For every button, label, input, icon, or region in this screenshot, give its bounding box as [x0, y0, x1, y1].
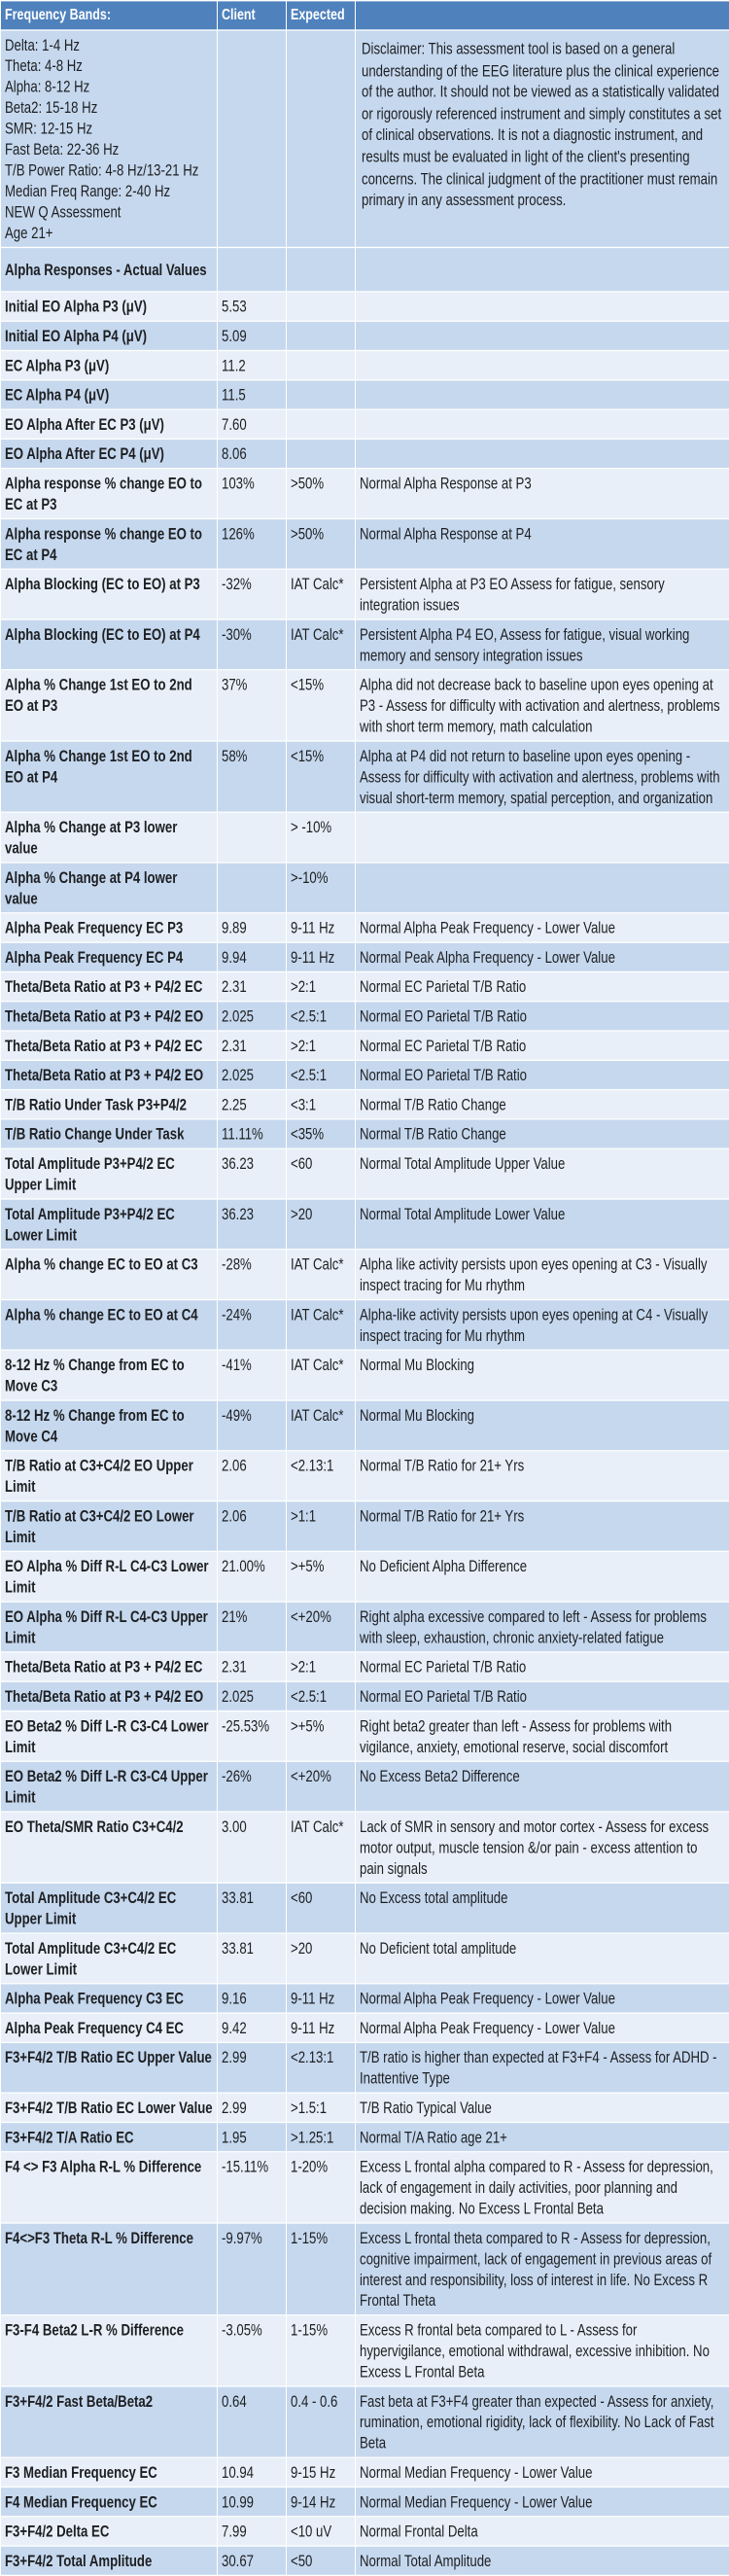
bands-lines — [5, 34, 213, 243]
table-row — [1, 321, 729, 350]
client-value: 126% — [218, 518, 287, 569]
interpretation-note: Normal Total Amplitude Lower Value — [356, 1199, 729, 1250]
expected-value: 9-11 Hz — [287, 2013, 356, 2042]
measure-label: 8-12 Hz % Change from EC to Move C3 — [1, 1350, 218, 1400]
expected-value: <15% — [287, 670, 356, 741]
measure-label: EO Alpha After EC P3 (μV) — [1, 409, 218, 439]
measure-label: EO Theta/SMR Ratio C3+C4/2 — [1, 1812, 218, 1883]
client-value: 36.23 — [218, 1148, 287, 1199]
frequency-band-line: NEW Q Assessment — [5, 202, 122, 222]
table-row — [1, 1090, 729, 1119]
interpretation-note: Normal Median Frequency - Lower Value — [356, 2457, 729, 2487]
client-value: 9.42 — [218, 2013, 287, 2042]
measure-label: Theta/Beta Ratio at P3 + P4/2 EC — [1, 1031, 218, 1060]
table-row — [1, 1681, 729, 1711]
expected-value: IAT Calc* — [287, 1350, 356, 1400]
interpretation-note: Alpha like activity persists upon eyes opening at C3 - Visually inspect tracing for Mu rhythm — [356, 1250, 729, 1300]
measure-label: F3-F4 Beta2 L-R % Difference — [1, 2315, 218, 2386]
interpretation-note: Normal Alpha Peak Frequency - Lower Value — [356, 913, 729, 942]
expected-value: <3:1 — [287, 1090, 356, 1119]
client-value: 103% — [218, 469, 287, 519]
measure-label: Theta/Beta Ratio at P3 + P4/2 EC — [1, 971, 218, 1001]
client-value: 2.06 — [218, 1451, 287, 1501]
table-header-row — [1, 1, 729, 30]
frequency-band-line: Beta2: 15-18 Hz — [5, 98, 98, 117]
table-row — [1, 1933, 729, 1984]
client-value: -24% — [218, 1299, 287, 1350]
client-value: 9.16 — [218, 1984, 287, 2013]
expected-value: > -10% — [287, 812, 356, 863]
interpretation-note: Normal EO Parietal T/B Ratio — [356, 1002, 729, 1031]
client-value: 2.025 — [218, 1681, 287, 1711]
frequency-band-line: Median Freq Range: 2-40 Hz — [5, 181, 171, 200]
expected-value: IAT Calc* — [287, 1400, 356, 1451]
measure-label: Total Amplitude P3+P4/2 EC Lower Limit — [1, 1199, 218, 1250]
interpretation-note: Right beta2 greater than left - Assess for problems with vigilance, anxiety, emotional reserve, social discomfort — [356, 1711, 729, 1761]
interpretation-note — [356, 292, 729, 321]
expected-value: >20 — [287, 1199, 356, 1250]
measure-label: F3+F4/2 Total Amplitude — [1, 2546, 218, 2575]
table-row — [1, 1060, 729, 1089]
client-value: 5.09 — [218, 321, 287, 350]
table-row — [1, 1551, 729, 1602]
table-row — [1, 2457, 729, 2487]
measure-label: EO Beta2 % Diff L-R C3-C4 Lower Limit — [1, 1711, 218, 1761]
client-value: 2.99 — [218, 2093, 287, 2122]
client-value: 2.31 — [218, 971, 287, 1001]
interpretation-note — [356, 409, 729, 439]
table-row — [1, 2546, 729, 2575]
header-frequency-bands: Frequency Bands: — [1, 1, 218, 30]
measure-label: EC Alpha P4 (μV) — [1, 380, 218, 409]
interpretation-note: T/B Ratio Typical Value — [356, 2093, 729, 2122]
section-notes-cell — [356, 247, 729, 291]
expected-value: <+20% — [287, 1602, 356, 1652]
expected-value: <2.5:1 — [287, 1060, 356, 1089]
expected-value: 1-15% — [287, 2315, 356, 2386]
measure-label: Theta/Beta Ratio at P3 + P4/2 EC — [1, 1652, 218, 1681]
interpretation-note: Normal Alpha Peak Frequency - Lower Value — [356, 1984, 729, 2013]
expected-value: IAT Calc* — [287, 619, 356, 670]
client-value: 3.00 — [218, 1812, 287, 1883]
interpretation-note — [356, 321, 729, 350]
expected-value — [287, 409, 356, 439]
interpretation-note: Normal T/B Ratio for 21+ Yrs — [356, 1451, 729, 1501]
table-row — [1, 2223, 729, 2315]
client-value: 8.06 — [218, 439, 287, 468]
measure-label: Alpha response % change EO to EC at P4 — [1, 518, 218, 569]
interpretation-note: Normal Frontal Delta — [356, 2517, 729, 2546]
interpretation-note — [356, 439, 729, 468]
client-value: 11.11% — [218, 1119, 287, 1148]
expected-value: >2:1 — [287, 1031, 356, 1060]
measure-label: 8-12 Hz % Change from EC to Move C4 — [1, 1400, 218, 1451]
table-row — [1, 1711, 729, 1761]
expected-value: >20 — [287, 1933, 356, 1984]
measure-label: Alpha Peak Frequency C3 EC — [1, 1984, 218, 2013]
expected-value: <35% — [287, 1119, 356, 1148]
client-value: -3.05% — [218, 2315, 287, 2386]
interpretation-note: No Excess total amplitude — [356, 1883, 729, 1933]
expected-value: 9-11 Hz — [287, 942, 356, 971]
interpretation-note: No Deficient total amplitude — [356, 1933, 729, 1984]
client-value: 33.81 — [218, 1933, 287, 1984]
table-row — [1, 1984, 729, 2013]
client-value: -30% — [218, 619, 287, 670]
interpretation-note: Normal Alpha Response at P3 — [356, 469, 729, 519]
client-value: 30.67 — [218, 2546, 287, 2575]
section-expected-cell — [287, 247, 356, 291]
measure-label: F3+F4/2 T/B Ratio EC Upper Value — [1, 2042, 218, 2093]
client-value: 9.94 — [218, 942, 287, 971]
measure-label: F3 Median Frequency EC — [1, 2457, 218, 2487]
frequency-band-line: SMR: 12-15 Hz — [5, 119, 93, 138]
measure-label: EC Alpha P3 (μV) — [1, 350, 218, 379]
measure-label: Alpha % Change 1st EO to 2nd EO at P3 — [1, 670, 218, 741]
client-value: 2.06 — [218, 1501, 287, 1552]
table-row — [1, 1652, 729, 1681]
measure-label: EO Alpha % Diff R-L C4-C3 Lower Limit — [1, 1551, 218, 1602]
frequency-band-line: T/B Power Ratio: 4-8 Hz/13-21 Hz — [5, 160, 199, 180]
header-client: Client — [218, 1, 287, 30]
measure-label: Initial EO Alpha P4 (μV) — [1, 321, 218, 350]
table-row — [1, 812, 729, 863]
measure-label: F3+F4/2 Delta EC — [1, 2517, 218, 2546]
interpretation-note: Excess R frontal beta compared to L - Assess for hypervigilance, emotional withdrawal, excessive inhibition. No Excess L Frontal Beta — [356, 2315, 729, 2386]
measure-label: Alpha Peak Frequency C4 EC — [1, 2013, 218, 2042]
table-row — [1, 1451, 729, 1501]
expected-value: >1.25:1 — [287, 2122, 356, 2151]
interpretation-note — [356, 812, 729, 863]
measure-label: Alpha Blocking (EC to EO) at P4 — [1, 619, 218, 670]
interpretation-note: Normal T/B Ratio for 21+ Yrs — [356, 1501, 729, 1552]
measure-label: Theta/Beta Ratio at P3 + P4/2 EO — [1, 1681, 218, 1711]
expected-value: <+20% — [287, 1761, 356, 1812]
measure-label: Theta/Beta Ratio at P3 + P4/2 EO — [1, 1002, 218, 1031]
expected-value — [287, 439, 356, 468]
interpretation-note: No Deficient Alpha Difference — [356, 1551, 729, 1602]
client-value: -9.97% — [218, 2223, 287, 2315]
measure-label: Alpha response % change EO to EC at P3 — [1, 469, 218, 519]
client-value: 33.81 — [218, 1883, 287, 1933]
measure-label: Alpha % Change at P3 lower value — [1, 812, 218, 863]
measure-label: F4<>F3 Theta R-L % Difference — [1, 2223, 218, 2315]
table-row — [1, 518, 729, 569]
table-row — [1, 1002, 729, 1031]
table-row — [1, 409, 729, 439]
client-value: 2.025 — [218, 1060, 287, 1089]
expected-value: >-10% — [287, 863, 356, 913]
table-row — [1, 2013, 729, 2042]
frequency-band-line: Alpha: 8-12 Hz — [5, 77, 90, 96]
expected-value: >2:1 — [287, 1652, 356, 1681]
table-row — [1, 670, 729, 741]
interpretation-note — [356, 350, 729, 379]
client-value: 11.2 — [218, 350, 287, 379]
interpretation-note: No Excess Beta2 Difference — [356, 1761, 729, 1812]
client-value: 11.5 — [218, 380, 287, 409]
expected-value: IAT Calc* — [287, 1299, 356, 1350]
expected-value: >50% — [287, 469, 356, 519]
table-row — [1, 1250, 729, 1300]
client-value: -49% — [218, 1400, 287, 1451]
header-notes — [356, 1, 729, 30]
table-row — [1, 2487, 729, 2516]
interpretation-note: Normal T/B Ratio Change — [356, 1090, 729, 1119]
section-row — [1, 247, 729, 291]
table-row — [1, 569, 729, 619]
expected-value — [287, 380, 356, 409]
measure-label: T/B Ratio Under Task P3+P4/2 — [1, 1090, 218, 1119]
bands-client-cell — [218, 30, 287, 247]
interpretation-note: Normal Peak Alpha Frequency - Lower Value — [356, 942, 729, 971]
measure-label: Alpha Blocking (EC to EO) at P3 — [1, 569, 218, 619]
frequency-band-line: Fast Beta: 22-36 Hz — [5, 139, 120, 159]
client-value: 2.25 — [218, 1090, 287, 1119]
interpretation-note: Normal Total Amplitude — [356, 2546, 729, 2575]
table-row — [1, 913, 729, 942]
interpretation-note — [356, 863, 729, 913]
table-row — [1, 2517, 729, 2546]
section-client-cell — [218, 247, 287, 291]
measure-label: Alpha % change EC to EO at C3 — [1, 1250, 218, 1300]
table-row — [1, 350, 729, 379]
client-value — [218, 863, 287, 913]
interpretation-note: Alpha did not decrease back to baseline upon eyes opening at P3 - Assess for difficulty with activation and alertness, problems with short term memory, math calculation — [356, 670, 729, 741]
expected-value: >1.5:1 — [287, 2093, 356, 2122]
expected-value: <60 — [287, 1883, 356, 1933]
expected-value: 1-15% — [287, 2223, 356, 2315]
measure-label: F4 Median Frequency EC — [1, 2487, 218, 2516]
frequency-band-line: Age 21+ — [5, 223, 53, 242]
measure-label: Total Amplitude P3+P4/2 EC Upper Limit — [1, 1148, 218, 1199]
table-row — [1, 1031, 729, 1060]
table-row — [1, 1602, 729, 1652]
table-row — [1, 2315, 729, 2386]
table-row — [1, 2386, 729, 2457]
table-row — [1, 971, 729, 1001]
interpretation-note: Normal Median Frequency - Lower Value — [356, 2487, 729, 2516]
measure-label: F4 <> F3 Alpha R-L % Difference — [1, 2152, 218, 2223]
table-row — [1, 1812, 729, 1883]
expected-value: 9-15 Hz — [287, 2457, 356, 2487]
client-value: 0.64 — [218, 2386, 287, 2457]
table-row — [1, 2122, 729, 2151]
interpretation-note: Normal Alpha Peak Frequency - Lower Value — [356, 2013, 729, 2042]
client-value: 7.60 — [218, 409, 287, 439]
client-value: 37% — [218, 670, 287, 741]
client-value: 58% — [218, 741, 287, 812]
expected-value: <2.5:1 — [287, 1681, 356, 1711]
frequency-band-line: Theta: 4-8 Hz — [5, 56, 83, 76]
interpretation-note: Normal EC Parietal T/B Ratio — [356, 1031, 729, 1060]
client-value: 9.89 — [218, 913, 287, 942]
client-value: -26% — [218, 1761, 287, 1812]
table-row — [1, 1501, 729, 1552]
measure-label: T/B Ratio Change Under Task — [1, 1119, 218, 1148]
measure-label: Alpha % change EC to EO at C4 — [1, 1299, 218, 1350]
table-row — [1, 469, 729, 519]
expected-value: 9-14 Hz — [287, 2487, 356, 2516]
client-value: 2.99 — [218, 2042, 287, 2093]
expected-value: <2.13:1 — [287, 1451, 356, 1501]
measure-label: EO Alpha % Diff R-L C4-C3 Upper Limit — [1, 1602, 218, 1652]
expected-value: IAT Calc* — [287, 569, 356, 619]
expected-value: IAT Calc* — [287, 1250, 356, 1300]
client-value: 10.99 — [218, 2487, 287, 2516]
table-row — [1, 1148, 729, 1199]
measure-label: EO Beta2 % Diff L-R C3-C4 Upper Limit — [1, 1761, 218, 1812]
expected-value: >1:1 — [287, 1501, 356, 1552]
expected-value: 1-20% — [287, 2152, 356, 2223]
client-value: 2.025 — [218, 1002, 287, 1031]
interpretation-note: T/B ratio is higher than expected at F3+F4 - Assess for ADHD - Inattentive Type — [356, 2042, 729, 2093]
measure-label: Theta/Beta Ratio at P3 + P4/2 EO — [1, 1060, 218, 1089]
expected-value: <15% — [287, 741, 356, 812]
client-value: -32% — [218, 569, 287, 619]
section-title: Alpha Responses - Actual Values — [1, 247, 218, 291]
client-value: -28% — [218, 1250, 287, 1300]
expected-value — [287, 350, 356, 379]
measure-label: F3+F4/2 T/B Ratio EC Lower Value — [1, 2093, 218, 2122]
table-row — [1, 2042, 729, 2093]
expected-value — [287, 321, 356, 350]
client-value — [218, 812, 287, 863]
table-row — [1, 439, 729, 468]
expected-value: >50% — [287, 518, 356, 569]
header-expected: Expected — [287, 1, 356, 30]
interpretation-note — [356, 380, 729, 409]
measure-label: Alpha % Change 1st EO to 2nd EO at P4 — [1, 741, 218, 812]
table-body — [1, 30, 729, 2575]
expected-value: <60 — [287, 1148, 356, 1199]
interpretation-note: Right alpha excessive compared to left - Assess for problems with sleep, exhaustion, chronic anxiety-related fatigue — [356, 1602, 729, 1652]
expected-value: <2.5:1 — [287, 1002, 356, 1031]
interpretation-note: Normal Alpha Response at P4 — [356, 518, 729, 569]
interpretation-note: Alpha-like activity persists upon eyes opening at C4 - Visually inspect tracing for Mu rhythm — [356, 1299, 729, 1350]
table-row — [1, 942, 729, 971]
table-row — [1, 741, 729, 812]
frequency-band-line: Delta: 1-4 Hz — [5, 35, 80, 54]
client-value: 2.31 — [218, 1031, 287, 1060]
interpretation-note: Normal T/A Ratio age 21+ — [356, 2122, 729, 2151]
client-value: 10.94 — [218, 2457, 287, 2487]
bands-expected-cell — [287, 30, 356, 247]
expected-value: >+5% — [287, 1551, 356, 1602]
expected-value: 9-11 Hz — [287, 913, 356, 942]
interpretation-note: Excess L frontal theta compared to R - Assess for depression, cognitive impairment, lack of engagement in previous areas of interest and responsibility, loss of interest in life. No Excess R Frontal Theta — [356, 2223, 729, 2315]
table-row — [1, 380, 729, 409]
table-row — [1, 863, 729, 913]
expected-value: 9-11 Hz — [287, 1984, 356, 2013]
measure-label: Alpha Peak Frequency EC P4 — [1, 942, 218, 971]
interpretation-note: Normal Mu Blocking — [356, 1400, 729, 1451]
table-row — [1, 1199, 729, 1250]
measure-label: Alpha % Change at P4 lower value — [1, 863, 218, 913]
measure-label: F3+F4/2 Fast Beta/Beta2 — [1, 2386, 218, 2457]
interpretation-note: Normal EC Parietal T/B Ratio — [356, 971, 729, 1001]
interpretation-note: Lack of SMR in sensory and motor cortex - Assess for excess motor output, muscle tension &/or pain - excess attention to pain signals — [356, 1812, 729, 1883]
expected-value: <50 — [287, 2546, 356, 2575]
expected-value: <2.13:1 — [287, 2042, 356, 2093]
measure-label: EO Alpha After EC P4 (μV) — [1, 439, 218, 468]
table-row — [1, 292, 729, 321]
interpretation-note: Normal EO Parietal T/B Ratio — [356, 1681, 729, 1711]
client-value: 21.00% — [218, 1551, 287, 1602]
interpretation-note: Normal Mu Blocking — [356, 1350, 729, 1400]
measure-label: Initial EO Alpha P3 (μV) — [1, 292, 218, 321]
measure-label: T/B Ratio at C3+C4/2 EO Upper Limit — [1, 1451, 218, 1501]
expected-value — [287, 292, 356, 321]
table-row — [1, 619, 729, 670]
client-value: 5.53 — [218, 292, 287, 321]
table-row — [1, 1119, 729, 1148]
client-value: 21% — [218, 1602, 287, 1652]
table-row — [1, 1400, 729, 1451]
interpretation-note: Normal EO Parietal T/B Ratio — [356, 1060, 729, 1089]
interpretation-note: Excess L frontal alpha compared to R - Assess for depression, lack of engagement in daily activities, poor planning and decision making. No Excess L Frontal Beta — [356, 2152, 729, 2223]
expected-value: 0.4 - 0.6 — [287, 2386, 356, 2457]
client-value: 7.99 — [218, 2517, 287, 2546]
table-row — [1, 1883, 729, 1933]
client-value: -15.11% — [218, 2152, 287, 2223]
interpretation-note: Fast beta at F3+F4 greater than expected - Assess for anxiety, rumination, emotional rigidity, lack of flexibility. No Lack of Fast Beta — [356, 2386, 729, 2457]
table-row — [1, 2093, 729, 2122]
interpretation-note: Persistent Alpha P4 EO, Assess for fatigue, visual working memory and sensory integration issues — [356, 619, 729, 670]
client-value: 1.95 — [218, 2122, 287, 2151]
interpretation-note: Normal Total Amplitude Upper Value — [356, 1148, 729, 1199]
expected-value: >2:1 — [287, 971, 356, 1001]
interpretation-note: Alpha at P4 did not return to baseline upon eyes opening - Assess for difficulty with activation and alertness, problems with visual short-term memory, spatial perception, and organization — [356, 741, 729, 812]
bands-row — [1, 30, 729, 247]
frequency-bands-list — [1, 30, 218, 247]
measure-label: Alpha Peak Frequency EC P3 — [1, 913, 218, 942]
client-value: 36.23 — [218, 1199, 287, 1250]
measure-label: T/B Ratio at C3+C4/2 EO Lower Limit — [1, 1501, 218, 1552]
expected-value: IAT Calc* — [287, 1812, 356, 1883]
measure-label: F3+F4/2 T/A Ratio EC — [1, 2122, 218, 2151]
client-value: -25.53% — [218, 1711, 287, 1761]
interpretation-note: Normal T/B Ratio Change — [356, 1119, 729, 1148]
measure-label: Total Amplitude C3+C4/2 EC Lower Limit — [1, 1933, 218, 1984]
measure-label: Total Amplitude C3+C4/2 EC Upper Limit — [1, 1883, 218, 1933]
table-row — [1, 1761, 729, 1812]
disclaimer-text: Disclaimer: This assessment tool is based on a general understanding of the EEG literature plus the clinical experience of the author. It should not be viewed as a statistically validated or rigorously referenced instrument and simply constitutes a set of clinical observations. It is not a diagnostic instrument, and results must be evaluated in light of the client's presenting concerns. The clinical judgment of the practitioner must remain primary in any assessment process. — [356, 30, 729, 247]
interpretation-note: Normal EC Parietal T/B Ratio — [356, 1652, 729, 1681]
table-row — [1, 1350, 729, 1400]
table-row — [1, 1299, 729, 1350]
table-row — [1, 2152, 729, 2223]
client-value: -41% — [218, 1350, 287, 1400]
expected-value: <10 uV — [287, 2517, 356, 2546]
client-value: 2.31 — [218, 1652, 287, 1681]
interpretation-note: Persistent Alpha at P3 EO Assess for fatigue, sensory integration issues — [356, 569, 729, 619]
expected-value: >+5% — [287, 1711, 356, 1761]
